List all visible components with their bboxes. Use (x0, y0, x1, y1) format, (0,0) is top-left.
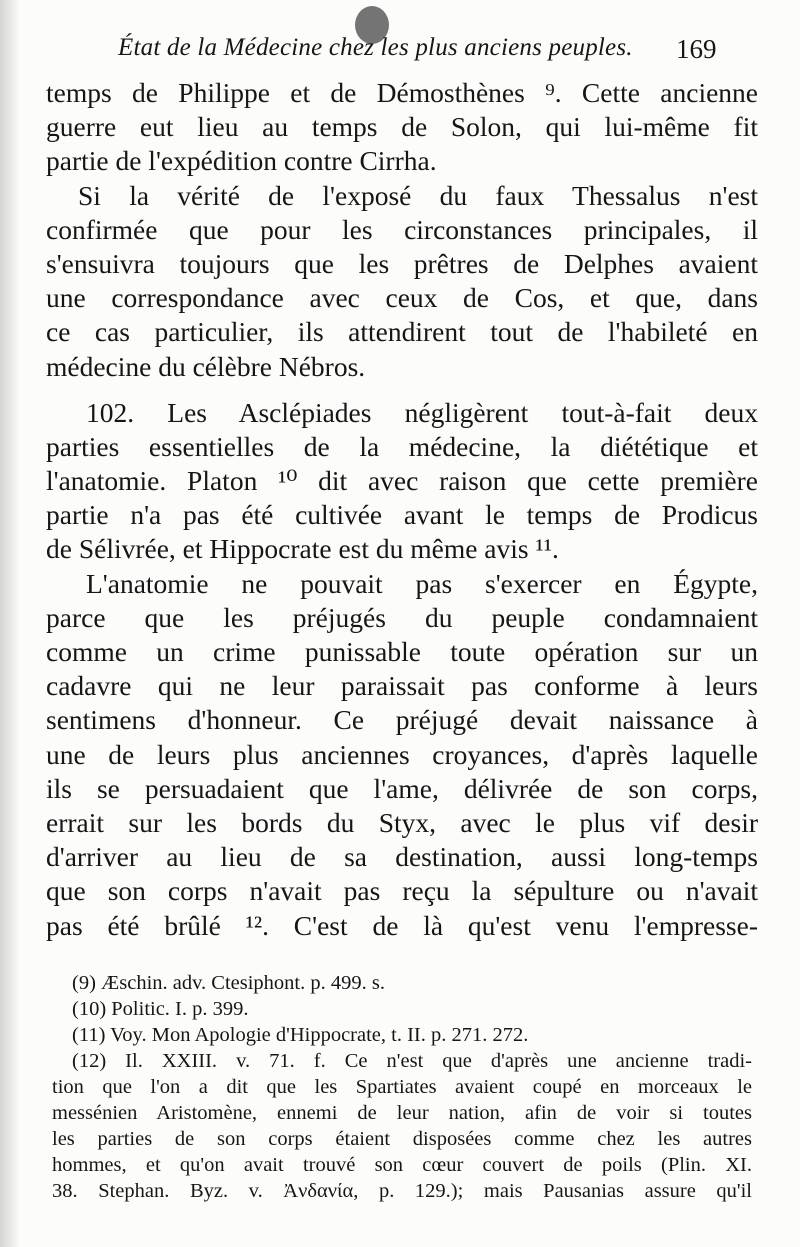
text-line: pas été brûlé ¹². C'est de là qu'est venu l'empresse- (46, 909, 758, 941)
text-line: temps de Philippe et de Démosthènes ⁹. Cette ancienne (46, 77, 758, 108)
text-line: que son corps n'avait pas reçu la sépulture ou n'avait (46, 875, 758, 907)
text-line: médecine du célèbre Nébros. (46, 350, 366, 382)
running-title: État de la Médecine chez les plus anciens peuples. (118, 34, 633, 61)
text-line: ils se persuadaient que l'ame, délivrée de son corps, (46, 772, 758, 804)
footnote-line: (9) Æschin. adv. Ctesiphont. p. 499. s. (72, 972, 385, 994)
text-line: 102. Les Asclépiades négligèrent tout-à-fait deux (86, 396, 758, 428)
text-line: sentimens d'honneur. Ce préjugé devait naissance à (46, 704, 758, 736)
text-line: partie n'a pas été cultivée avant le temps de Prodicus (46, 499, 758, 531)
page-number: 169 (676, 34, 717, 64)
text-line: Si la vérité de l'exposé du faux Thessalus n'est (78, 179, 758, 211)
footnote-line: hommes, et qu'on avait trouvé son cœur couvert de poils (Plin. XI. (52, 1154, 752, 1176)
footnote-line: messénien Aristomène, ennemi de leur nation, afin de voir si toutes (52, 1102, 752, 1124)
text-line: l'anatomie. Platon ¹⁰ dit avec raison que cette première (46, 465, 758, 497)
text-line: errait sur les bords du Styx, avec le plus vif desir (46, 806, 758, 838)
footnote-line: (11) Voy. Mon Apologie d'Hippocrate, t. II. p. 271. 272. (72, 1024, 529, 1046)
main-text (46, 76, 758, 943)
footnote-line: les parties de son corps étaient disposées comme chez les autres (52, 1128, 752, 1150)
text-line: une correspondance avec ceux de Cos, et que, dans (46, 282, 758, 314)
text-line: parce que les préjugés du peuple condamnaient (46, 601, 758, 633)
text-line: cadavre qui ne leur paraissait pas conforme à leurs (46, 670, 758, 702)
text-line: s'ensuivra toujours que les prêtres de Delphes avaient (46, 247, 758, 279)
text-line: partie de l'expédition contre Cirrha. (46, 145, 437, 177)
footnote-line: 38. Stephan. Byz. v. Ἀνδανία, p. 129.); mais Pausanias assure qu'il (52, 1180, 752, 1202)
footnotes (52, 970, 752, 1204)
page-edge-shadow (0, 0, 20, 1247)
text-line: ce cas particulier, ils attendirent tout de l'habileté en (46, 316, 758, 348)
text-line: parties essentielles de la médecine, la diététique et (46, 430, 758, 462)
footnote-line: (12) Il. XXIII. v. 71. f. Ce n'est que d'après une ancienne tradi- (72, 1050, 752, 1072)
footnote-line: (10) Politic. I. p. 399. (72, 998, 249, 1020)
page-header (0, 34, 800, 74)
text-line: une de leurs plus anciennes croyances, d'après laquelle (46, 738, 758, 770)
footnote-line: tion que l'on a dit que les Spartiates avaient coupé en morceaux le (52, 1076, 752, 1098)
text-line: guerre eut lieu au temps de Solon, qui lui-même fit (46, 111, 758, 143)
text-line: confirmée que pour les circonstances principales, il (46, 213, 758, 245)
text-line: comme un crime punissable toute opération sur un (46, 636, 758, 667)
text-line: d'arriver au lieu de sa destination, aussi long-temps (46, 841, 758, 873)
text-line: L'anatomie ne pouvait pas s'exercer en Égypte, (86, 567, 758, 599)
text-line: de Sélivrée, et Hippocrate est du même avis ¹¹. (46, 533, 559, 565)
